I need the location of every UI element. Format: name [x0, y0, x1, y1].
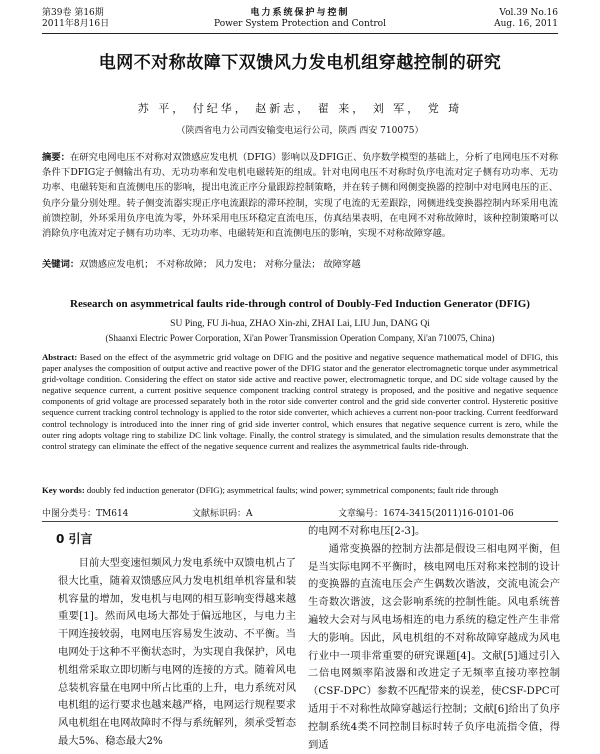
abstract-en	[42, 352, 558, 452]
clc-number: 中图分类号：TM614	[42, 509, 129, 519]
authors-cn: 苏 平， 付纪华， 赵新志， 翟 来， 刘 军， 党 琦	[137, 102, 463, 115]
intro-paragraph-1: 目前大型变速恒频风力发电系统中双馈电机占了很大比重，随着双馈感应风力发电机组单机容量和装机容量的增加，发电机与电网的相互影响变得越来越重要[1]。然而风电场大都处于偏远地区，与电力主干网连接较弱，电网电压容易发生波动、不平衡。当电网处于这种不平衡状态时，为实现自我保护，风电机组常采取立即切断与电网的连接的方式。随着风电总装机容量在电网中所占比重的上升，电力系统对风电机组的运行要求也越来越严格，电网运行规程要求风电机组在电网故障时不得与系统解列，须承受暂态最大5%、稳态最大2%	[58, 557, 296, 747]
abstract-cn-label: 摘要：	[42, 152, 70, 163]
paper-title-cn: 电网不对称故障下双馈风力发电机组穿越控制的研究	[98, 53, 502, 73]
issue-info-en	[494, 8, 558, 30]
keywords-cn	[42, 258, 558, 272]
paper-title-en: Research on asymmetrical faults ride-through control of Doubly-Fed Induction Generator (DFIG)	[70, 298, 530, 310]
keywords-en-label: Key words:	[42, 485, 85, 495]
header-rule	[42, 33, 558, 34]
journal-name-cn: 电力系统保护与控制	[250, 8, 350, 18]
keywords-en-text: doubly fed induction generator (DFIG); asymmetrical faults; wind power; symmetrical components; fault ride through	[86, 485, 499, 495]
abstract-en-label: Abstract:	[42, 352, 78, 362]
issue-date-en: Aug. 16, 2011	[494, 19, 558, 29]
authors-en: SU Ping, FU Ji-hua, ZHAO Xin-zhi, ZHAI Lai, LIU Jun, DANG Qi	[170, 319, 430, 329]
abstract-cn-text: 在研究电网电压不对称对双馈感应发电机（DFIG）影响以及DFIG正、负序数学模型的基础上，分析了电网电压不对称条件下DFIG定子侧输出有功、无功功率和发电机电磁转矩的组成。针对电网电压不对称时负序电流对定子侧有功功率、无功功率、电磁转矩和直流侧电压的影响，提出电流正序分量跟踪控制策略，并在转子侧和网侧变换器的控制中对电网电压的正、负序分量分别处理。转子侧变流器实现正序电流跟踪的滞环控制，实现了电流的无差跟踪，网侧进线变换器控制内环采用电流前馈控制，外环采用负序电流为零，外环采用电压环稳定直流电压，仿真结果表明，在电网不对称故障时，该种控制策略可以消除负序电流对定子侧有功功率、无功功率、电磁转矩和直流侧电压的影响，实现不对称故障穿越。	[42, 152, 558, 240]
intro-paragraph-2: 通常变换器的控制方法都是假设三相电网平衡，但是当实际电网不平衡时，核电网电压对称来控制的设计的变换器的直流电压会产生偶数次谐波，交流电流会产生奇数次谐波，这会影响系统的控制性能。风电系统普遍较大会对与风电场相连的电力系统的稳定性产生非常大的影响。因此，风电机组的不对称故障穿越成为风电行业中一项非常重要的研究课题[4]。文献[5]通过引入二倍电网频率陷波器和改进定子无频率直接功率控制（CSF-DPC）参数不匹配带来的误差，使CSF-DPC可适用于不对称性故障穿越运行控制；文献[6]给出了负序控制系统4类不同控制目标时转子负序电流指令值，得到适	[308, 542, 560, 751]
keywords-en	[42, 485, 558, 496]
keywords-cn-label: 关键词：	[42, 259, 80, 270]
right-column	[308, 523, 560, 754]
article-number: 文章编号：1674-3415(2011)16-0101-06	[338, 509, 514, 519]
journal-name-en: Power System Protection and Control	[214, 19, 386, 29]
issue-volume: 第39卷 第16期	[42, 8, 104, 18]
abstract-en-text: Based on the effect of the asymmetric grid voltage on DFIG and the positive and negative sequence mathematical model of DFIG, this paper analyses the composition of output active and reactive power of the DFIG stator and the generator electromagnetic torque under asymmetrical grid-voltage condition. Considering the effect on stator side active and reactive power, electromagnetic torque, and DC side voltage caused by the negative sequence current, a current positive sequence component tracking control strategy is proposed, and the positive and negative sequence components of grid voltage are processed separately both in the rotor side converter control and the grid side converter control. Hysteretic positive sequence current tracking control technology is applied to the rotor side converter, which achieves a current non-poor tracking. Current feedforward control technology is introduced into the inner ring of grid side inverter control, which ensures that negative sequence current is zero, while the outer ring adopts voltage ring to stabilize DC link voltage. Finally, the control strategy is simulated, and the simulation results demonstrate that the control strategy can eliminate the effect of the negative sequence current and realizes the asymmetrical faults ride-through.	[42, 352, 559, 451]
issue-date: 2011年8月16日	[42, 19, 110, 29]
abstract-cn	[42, 150, 558, 241]
section-title: 0 引言	[56, 532, 93, 546]
left-column	[58, 530, 296, 751]
issue-volume-en: Vol.39 No.16	[499, 8, 558, 18]
section-rule	[42, 521, 558, 522]
affiliation-cn: （陕西省电力公司西安输变电运行公司，陕西 西安 710075）	[176, 126, 424, 136]
journal-name	[42, 8, 558, 30]
keywords-cn-text: 双馈感应发电机； 不对称故障； 风力发电； 对称分量法； 故障穿越	[79, 259, 361, 270]
document-code: 文献标识码：A	[192, 509, 253, 519]
intro-paragraph-1-cont: 的电网不对称电压[2-3]。	[308, 525, 426, 537]
affiliation-en: (Shaanxi Electric Power Corporation, Xi'an Power Transmission Operation Company, Xi'an 710075, China)	[105, 333, 495, 343]
